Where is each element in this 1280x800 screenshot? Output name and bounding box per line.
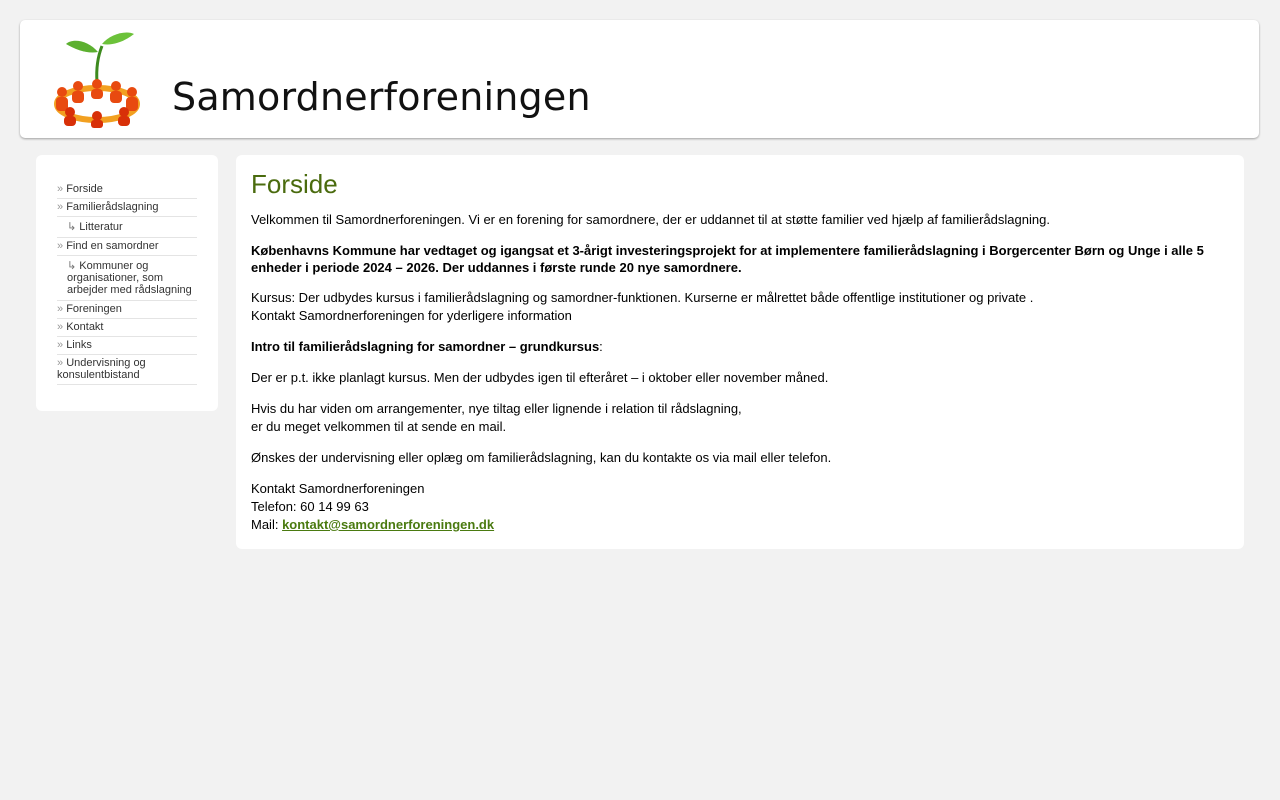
main-content xyxy=(236,155,1244,549)
contact-mail-link[interactable]: kontakt@samordnerforeningen.dk xyxy=(282,517,495,532)
sidebar-item-label: Kontakt xyxy=(66,321,104,333)
no-course-text: Der er p.t. ikke planlagt kursus. Men der udbydes igen til efteråret – i oktober eller november måned. xyxy=(251,370,829,385)
sidebar-item-find-en-samordner[interactable] xyxy=(57,238,197,255)
contact-mail-label: Mail: xyxy=(251,517,283,532)
page-title: Forside xyxy=(251,169,338,199)
article xyxy=(251,169,1226,547)
sidebar-item-kontakt[interactable] xyxy=(57,319,197,337)
courses-line-2: Kontakt Samordnerforeningen for yderligere information xyxy=(251,308,572,323)
events-line-1: Hvis du har viden om arrangementer, nye tiltag eller lignende i relation til rådslagning, xyxy=(251,401,742,416)
sub-arrow-icon: ↳ xyxy=(67,221,80,233)
contact-heading: Kontakt Samordnerforeningen xyxy=(251,481,425,496)
sidebar xyxy=(36,155,218,411)
sidebar-item-forside[interactable] xyxy=(57,181,197,199)
chevron-right-icon: » xyxy=(57,183,67,195)
sidebar-item-label: Undervisning og konsulentbistand xyxy=(57,357,146,381)
contact-block xyxy=(251,480,1226,534)
site-logo-icon[interactable] xyxy=(50,30,145,128)
contact-phone: Telefon: 60 14 99 63 xyxy=(251,499,369,514)
site-header xyxy=(20,20,1259,138)
sidebar-nav xyxy=(57,181,197,385)
intro-text: Velkommen til Samordnerforeningen. Vi er en forening for samordnere, der er uddannet til at støtte familier ved hjælp af familierådslagning. xyxy=(251,212,1050,227)
intro-course-suffix: : xyxy=(599,339,603,354)
sidebar-item-label: Familierådslagning xyxy=(66,201,159,213)
sub-arrow-icon: ↳ xyxy=(67,260,80,272)
chevron-right-icon: » xyxy=(57,201,67,213)
events-text xyxy=(251,400,1226,436)
teaching-text: Ønskes der undervisning eller oplæg om familierådslagning, kan du kontakte os via mail eller telefon. xyxy=(251,450,832,465)
sidebar-item-label: Forside xyxy=(66,183,103,195)
sidebar-item-foreningen[interactable] xyxy=(57,301,197,319)
sidebar-item-links[interactable] xyxy=(57,337,197,355)
sidebar-item-kommuner[interactable] xyxy=(57,255,197,301)
chevron-right-icon: » xyxy=(57,303,67,315)
sidebar-item-litteratur[interactable] xyxy=(57,216,197,238)
sidebar-item-label: Foreningen xyxy=(66,303,122,315)
courses-text xyxy=(251,289,1226,325)
intro-course-text xyxy=(251,338,1226,356)
events-line-2: er du meget velkommen til at sende en mail. xyxy=(251,419,507,434)
chevron-right-icon: » xyxy=(57,339,67,351)
sidebar-item-familieradslagning[interactable] xyxy=(57,199,197,216)
sidebar-item-label: Litteratur xyxy=(79,221,123,233)
site-title[interactable]: Samordnerforeningen xyxy=(172,75,591,119)
sidebar-item-label: Find en samordner xyxy=(66,240,159,252)
chevron-right-icon: » xyxy=(57,357,67,369)
announcement-text: Københavns Kommune har vedtaget og igangsat et 3-årigt investeringsprojekt for at implementere familierådslagning i Borgercenter Børn og Unge i alle 5 enheder i periode 2024 – 2026. Der uddannes i første runde 20 nye samordnere. xyxy=(251,243,1204,275)
courses-line-1: Kursus: Der udbydes kursus i familierådslagning og samordner-funktionen. Kurserne er målrettet både offentlige institutioner og private . xyxy=(251,290,1034,305)
intro-course-heading: Intro til familierådslagning for samordner – grundkursus xyxy=(251,339,600,354)
chevron-right-icon: » xyxy=(57,321,67,333)
sidebar-item-undervisning[interactable] xyxy=(57,355,197,385)
sidebar-item-label: Links xyxy=(66,339,92,351)
sidebar-item-label: Kommuner og organisationer, som arbejder med rådslagning xyxy=(67,260,192,296)
chevron-right-icon: » xyxy=(57,240,67,252)
